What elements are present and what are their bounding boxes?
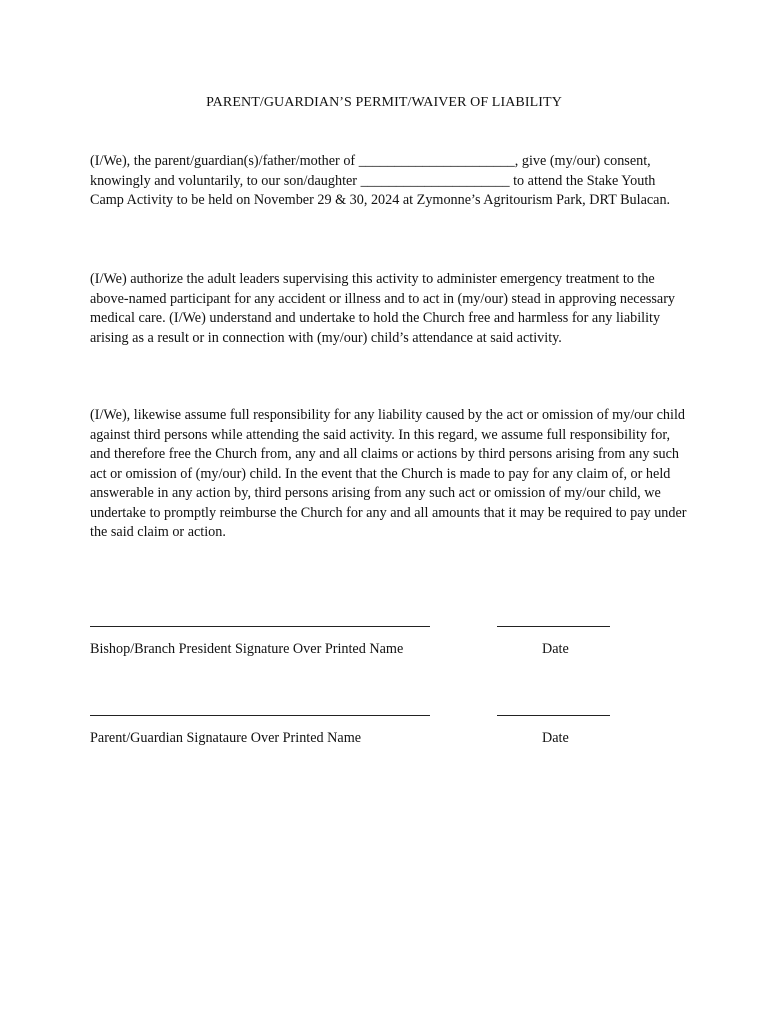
responsibility-paragraph: (I/We), likewise assume full responsibility for any liability caused by the act or omission of my/our child against third persons while attending the said activity. In this regard, we assume full responsibility for, and therefore free the Church from, any and all claims or actions by third persons arising from any such act or omission of (my/our) child. In the event that the Church is made to pay for any claim of, or held answerable in any action by, third persons arising from any such act or omission of my/our child, we undertake to promptly reimburse the Church for any and all amounts that it may be required to pay under the said claim or action. (90, 407, 687, 540)
guardian-date-line (497, 715, 610, 716)
guardian-signature-line (90, 715, 430, 716)
parent-name-blank: ______________________ (358, 153, 515, 169)
authorization-paragraph: (I/We) authorize the adult leaders supervising this activity to administer emergency treatment to the above-named participant for any accident or illness and to act in (my/our) stead in approving necessary medical care. (I/We) understand and undertake to hold the Church free and harmless for any liability arising as a result or in connection with (my/our) child’s attendance at said activity. (90, 271, 676, 346)
bishop-signature-caption: Bishop/Branch President Signature Over Printed Name (90, 641, 404, 657)
consent-text-start: (I/We), the parent/guardian(s)/father/mother of (90, 153, 359, 169)
consent-text-middle: , give (my/our) consent, knowingly and voluntarily, to our son/daughter (90, 153, 651, 189)
bishop-date-caption: Date (542, 641, 569, 657)
bishop-signature-line (90, 626, 430, 627)
consent-text-end: to attend the Stake Youth Camp Activity to be held on November 29 & 30, 2024 at Zymonne’s Agritourism Park, DRT Bulacan. (90, 172, 671, 208)
guardian-date-caption: Date (542, 730, 569, 746)
consent-paragraph (90, 152, 688, 211)
child-name-blank: _____________________ (360, 172, 510, 189)
document-title: PARENT/GUARDIAN’S PERMIT/WAIVER OF LIABILITY (206, 95, 562, 110)
bishop-date-line (497, 626, 610, 627)
guardian-signature-caption: Parent/Guardian Signataure Over Printed Name (90, 730, 362, 746)
